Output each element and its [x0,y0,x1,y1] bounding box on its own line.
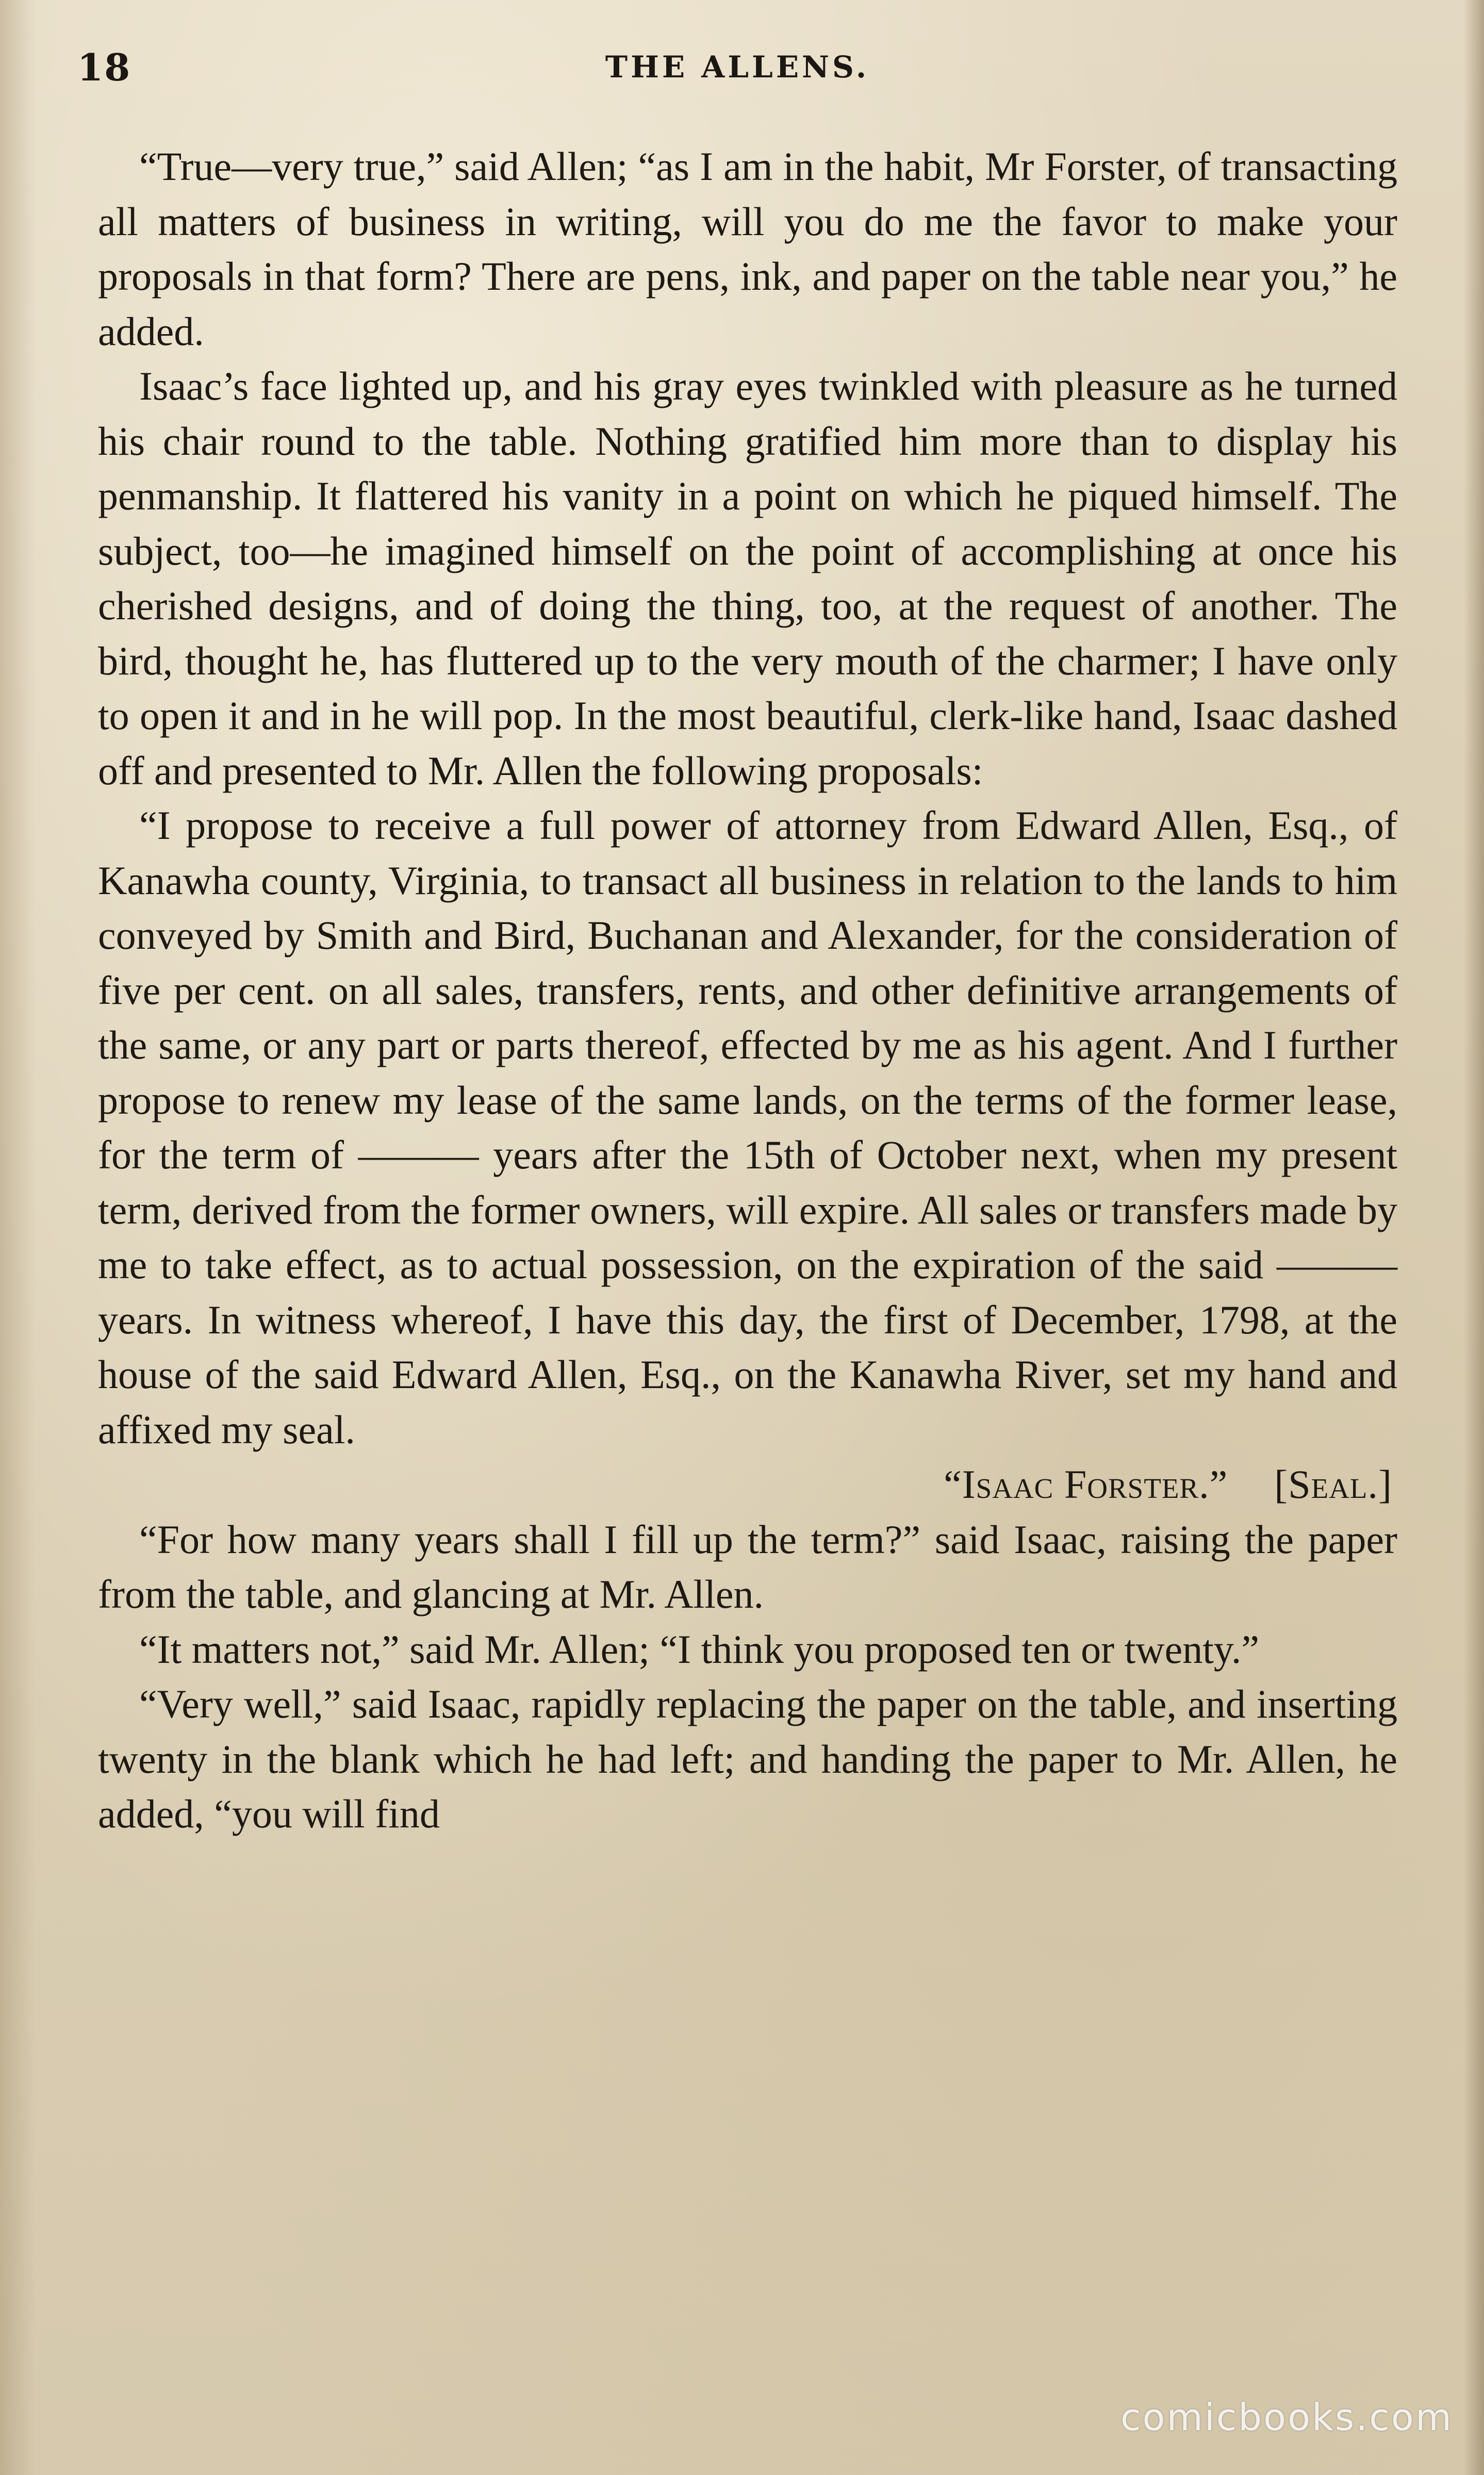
page-number: 18 [77,45,131,89]
page-header [77,36,1397,93]
paragraph: “Very well,” said Isaac, rapidly replacing the paper on the table, and inserting twenty in the blank which he had left; and handing the paper to Mr. Allen, he added, “you will find [98,1681,1397,1836]
running-title: THE ALLENS. [605,50,870,85]
proposal-paragraph: “I propose to receive a full power of attorney from Edward Allen, Esq., of Kanawha county, Virginia, to transact all business in relation to the lands to him conveyed by Smith and Bird, Buchanan and Alexander, for the consideration of five per cent. on all sales, transfers, rents, and other definitive arrangements of the same, or any part or parts thereof, effected by me as his agent. And I further propose to renew my lease of the same lands, on the terms of the former lease, for the term of ——— years after the 15th of October next, when my present term, derived from the former owners, will expire. All sales or transfers made by me to take effect, as to actual possession, on the expiration of the said ——— years. In witness whereof, I have this day, the first of December, 1798, at the house of the said Edward Allen, Esq., on the Kanawha River, set my hand and affixed my seal. [98,803,1397,1452]
signature-line [98,1457,1392,1512]
body-text [98,139,1397,1842]
paragraph: “For how many years shall I fill up the term?” said Isaac, raising the paper from the table, and glancing at Mr. Allen. [98,1516,1397,1616]
page-shadow-left [0,0,36,2475]
seal-mark: [Seal.] [1274,1462,1392,1507]
paragraph: “True—very true,” said Allen; “as I am in the habit, Mr Forster, of transacting all matters of business in writing, will you do me the favor to make your proposals in that form? There are pens, ink, and paper on the table near you,” he added. [98,144,1397,354]
paragraph: “It matters not,” said Mr. Allen; “I think you proposed ten or twenty.” [139,1626,1259,1672]
page-shadow-right [1463,0,1484,2475]
signature-name: “Isaac Forster.” [944,1462,1228,1507]
paragraph: Isaac’s face lighted up, and his gray eyes twinkled with pleasure as he turned his chair round to the table. Nothing gratified him more than to display his penmanship. It flattered his vanity in a point on which he piqued himself. The subject, too—he imagined himself on the point of accomplishing at once his cherished designs, and of doing the thing, too, at the request of another. The bird, thought he, has fluttered up to the very mouth of the charmer; I have only to open it and in he will pop. In the most beautiful, clerk-like hand, Isaac dashed off and presented to Mr. Allen the following proposals: [98,364,1397,793]
watermark: comicbooks.com [1120,2396,1453,2439]
